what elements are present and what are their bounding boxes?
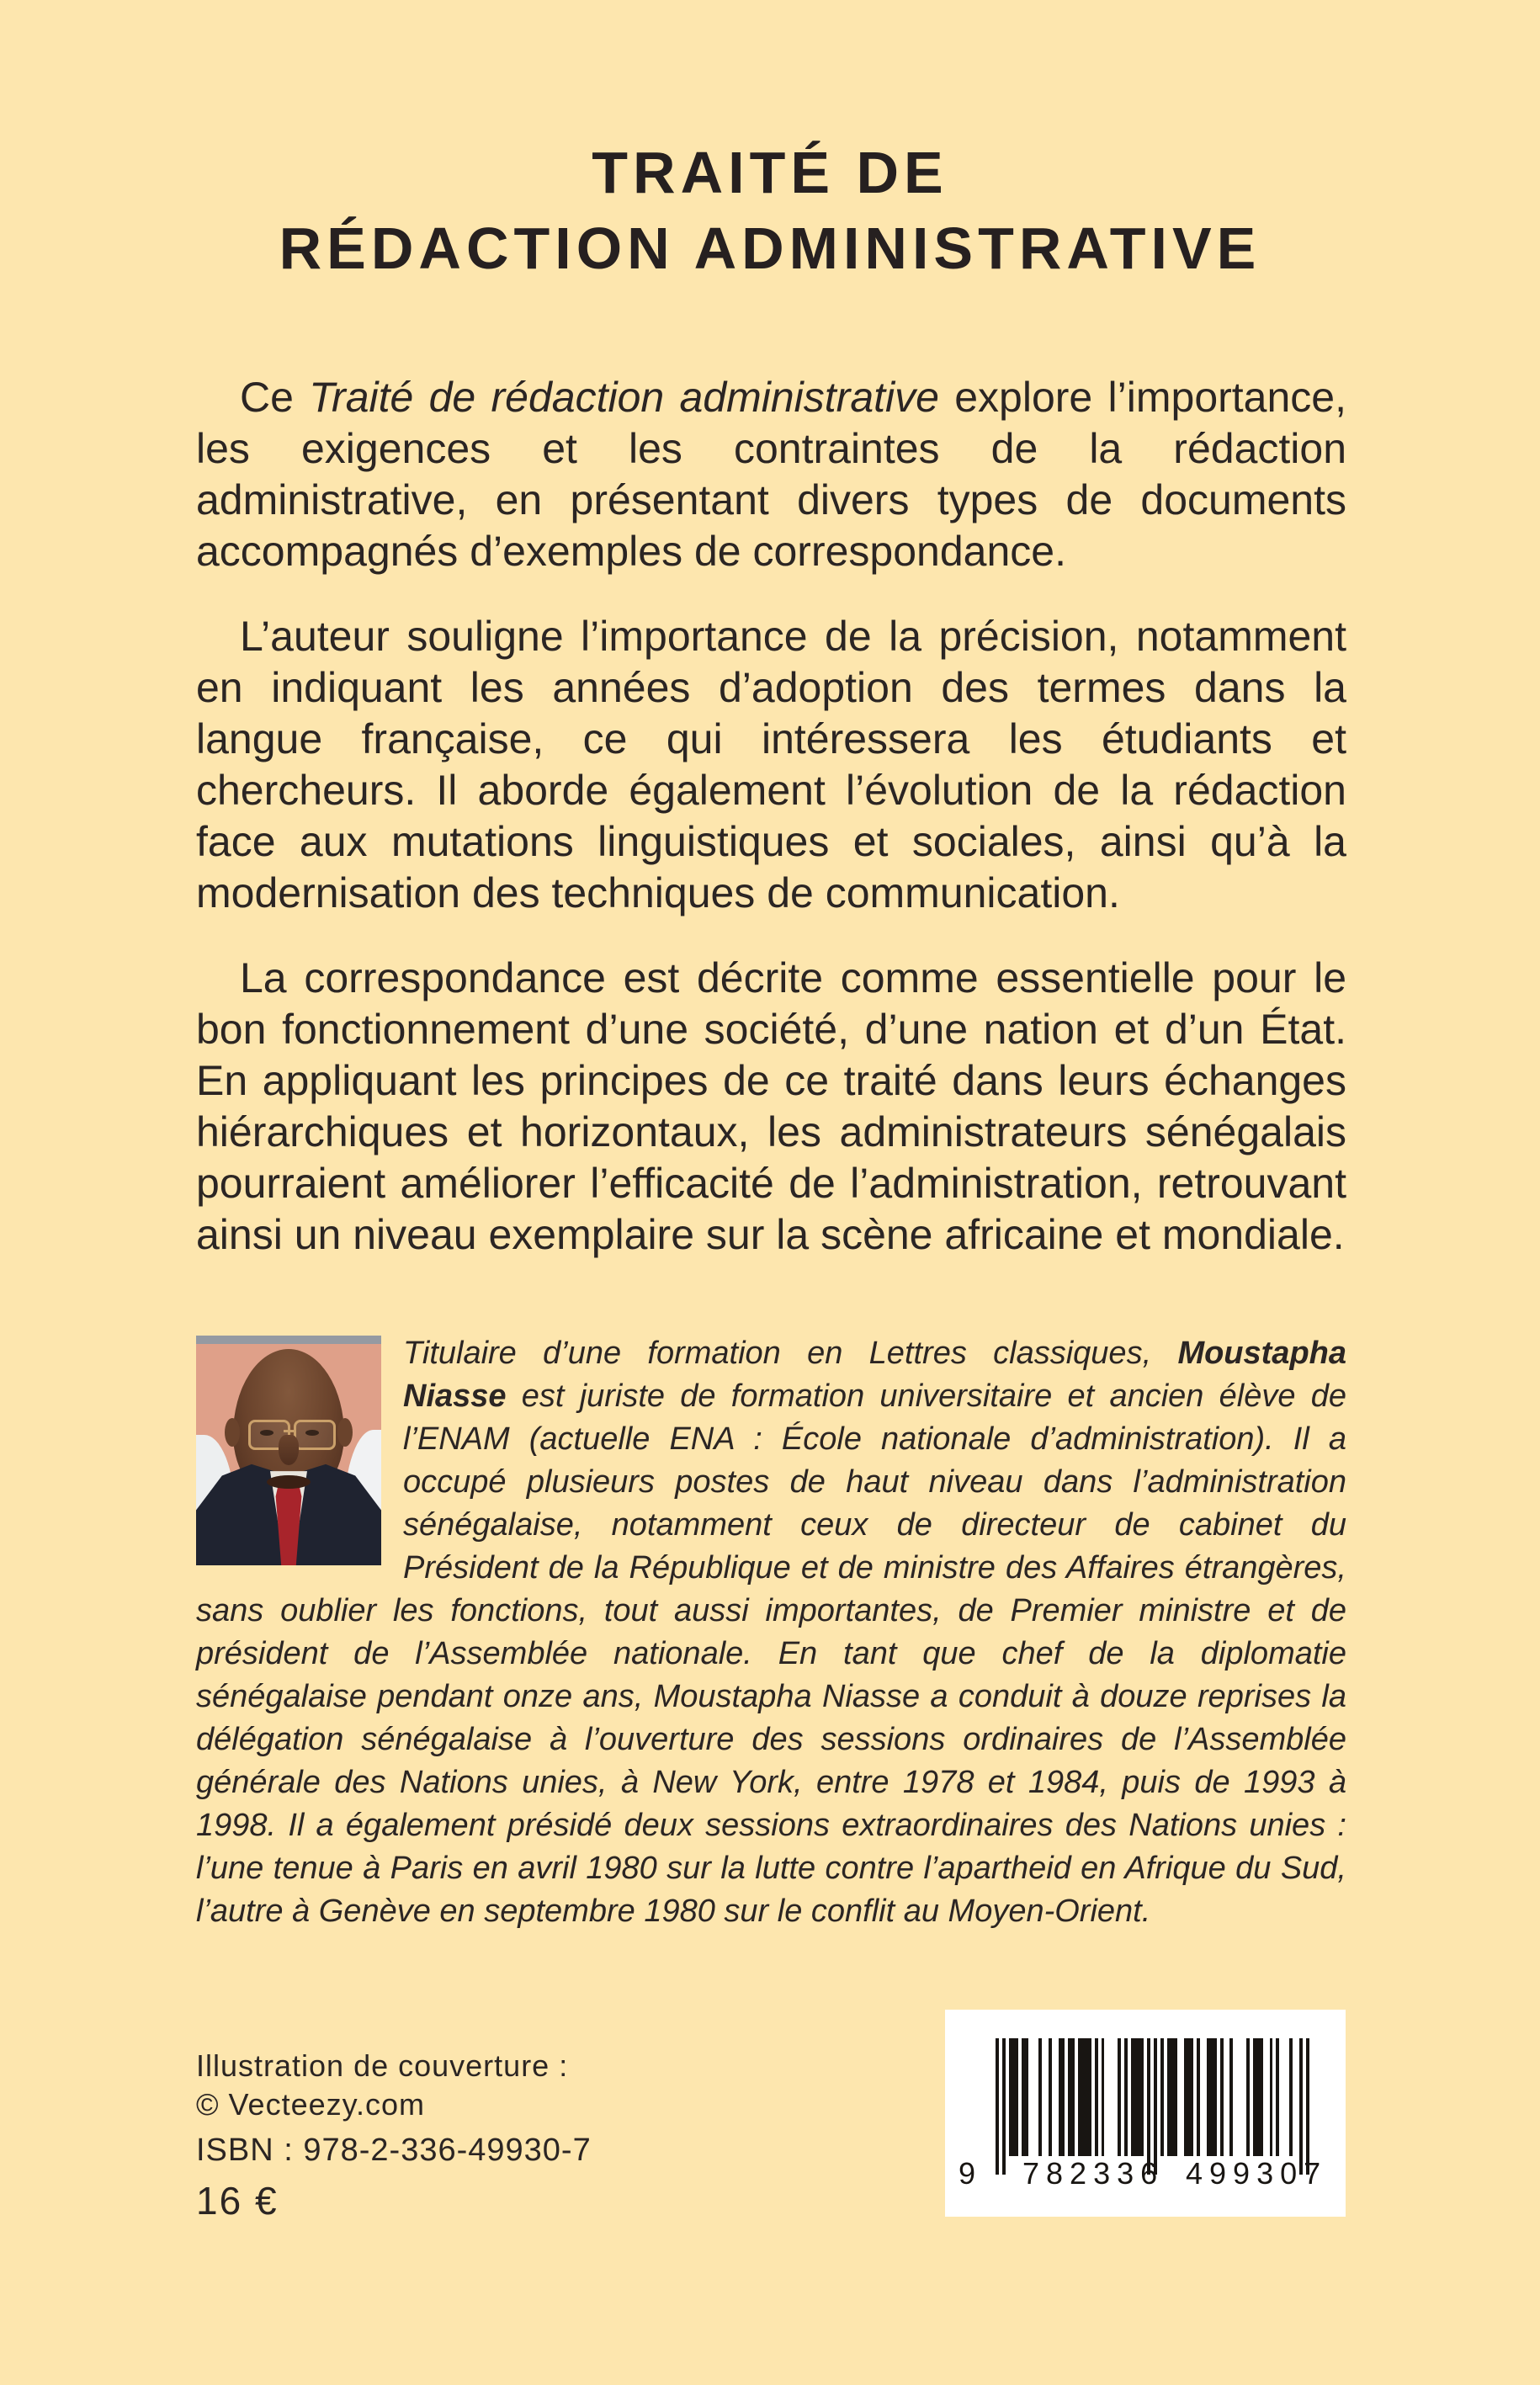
credit-line1: Illustration de couverture : [196, 2048, 569, 2083]
barcode-digits [945, 2156, 1346, 2207]
bio-rest: est juriste de formation universitaire et ancien élève de l’ENAM (actuelle ENA : École nationale d’administration). Il a occupé plusieurs postes de haut niveau dans l’administration sénégalaise, notamment ceux de directeur de cabinet du Président de la République et de ministre des Affaires étrangères, sans oublier les fonctions, tout aussi importantes, de Premier ministre et de président de l’Assemblée nationale. En tant que chef de la diplomatie sénégalaise pendant onze ans, Moustapha Niasse a conduit à douze reprises la délégation sénégalaise à l’ouverture des sessions ordinaires de l’Assemblée générale des Nations unies, à New York, entre 1978 et 1984, puis de 1993 à 1998. Il a également présidé deux sessions extraordinaires des Nations unies : l’une tenue à Paris en avril 1980 sur la lutte contre l’apartheid en Afrique du Sud, l’autre à Genève en septembre 1980 sur le conflit au Moyen-Orient. [196, 1378, 1346, 1929]
barcode-bars [996, 2038, 1309, 2175]
synopsis-paragraph-1 [196, 372, 1346, 577]
synopsis-p1-rest: explore l’importance, les exigences et les contraintes de la rédaction administrative, en présentant divers types de documents accompagnés d’exemples de correspondance. [196, 374, 1346, 575]
photo-mouth [267, 1475, 311, 1489]
synopsis [196, 372, 1346, 1294]
glasses-right-lens-icon [294, 1420, 336, 1450]
glasses-bridge-icon [284, 1430, 295, 1432]
photo-nose [279, 1435, 299, 1465]
barcode-module [1306, 2038, 1309, 2175]
barcode-digit-first: 9 [959, 2156, 983, 2191]
photo-top-strip [196, 1336, 381, 1344]
barcode-digits-group1: 782336 [1022, 2156, 1165, 2191]
price-text: 16 € [196, 2179, 279, 2223]
author-bio [196, 1332, 1346, 1933]
synopsis-paragraph-2: L’auteur souligne l’importance de la précision, notamment en indiquant les années d’adoption des termes dans la langue française, ce qui intéressera les étudiants et chercheurs. Il aborde également l’évolution de la rédaction face aux mutations linguistiques et sociales, ainsi qu’à la modernisation des techniques de communication. [196, 613, 1346, 916]
cover-illustration-credit [196, 2047, 568, 2124]
synopsis-paragraph-3: La correspondance est décrite comme essentielle pour le bon fonctionnement d’une société, d’une nation et d’un État. En appliquant les principes de ce traité dans leurs échanges hiérarchiques et horizontaux, les administrateurs sénégalais pourraient améliorer l’efficacité de l’administration, retrouvant ainsi un niveau exemplaire sur la scène africaine et mondiale. [196, 954, 1346, 1258]
barcode-digits-group2: 499307 [1186, 2156, 1328, 2191]
author-name: Moustapha Niasse [403, 1336, 1346, 1414]
book-title-line2: RÉDACTION ADMINISTRATIVE [279, 215, 1261, 281]
barcode [945, 2010, 1346, 2217]
isbn-text: ISBN : 978-2-336-49930-7 [196, 2133, 592, 2168]
bio-intro: Titulaire d’une formation en Lettres classiques, [403, 1336, 1178, 1371]
photo-ear-right [337, 1418, 353, 1447]
synopsis-p1-lead: Ce [240, 374, 310, 421]
synopsis-p1-book-title: Traité de rédaction administrative [309, 374, 939, 421]
author-photo [196, 1336, 381, 1565]
book-title [0, 135, 1540, 286]
book-title-line1: TRAITÉ DE [592, 140, 948, 205]
photo-ear-left [225, 1418, 240, 1447]
credit-line2: © Vecteezy.com [196, 2087, 425, 2122]
